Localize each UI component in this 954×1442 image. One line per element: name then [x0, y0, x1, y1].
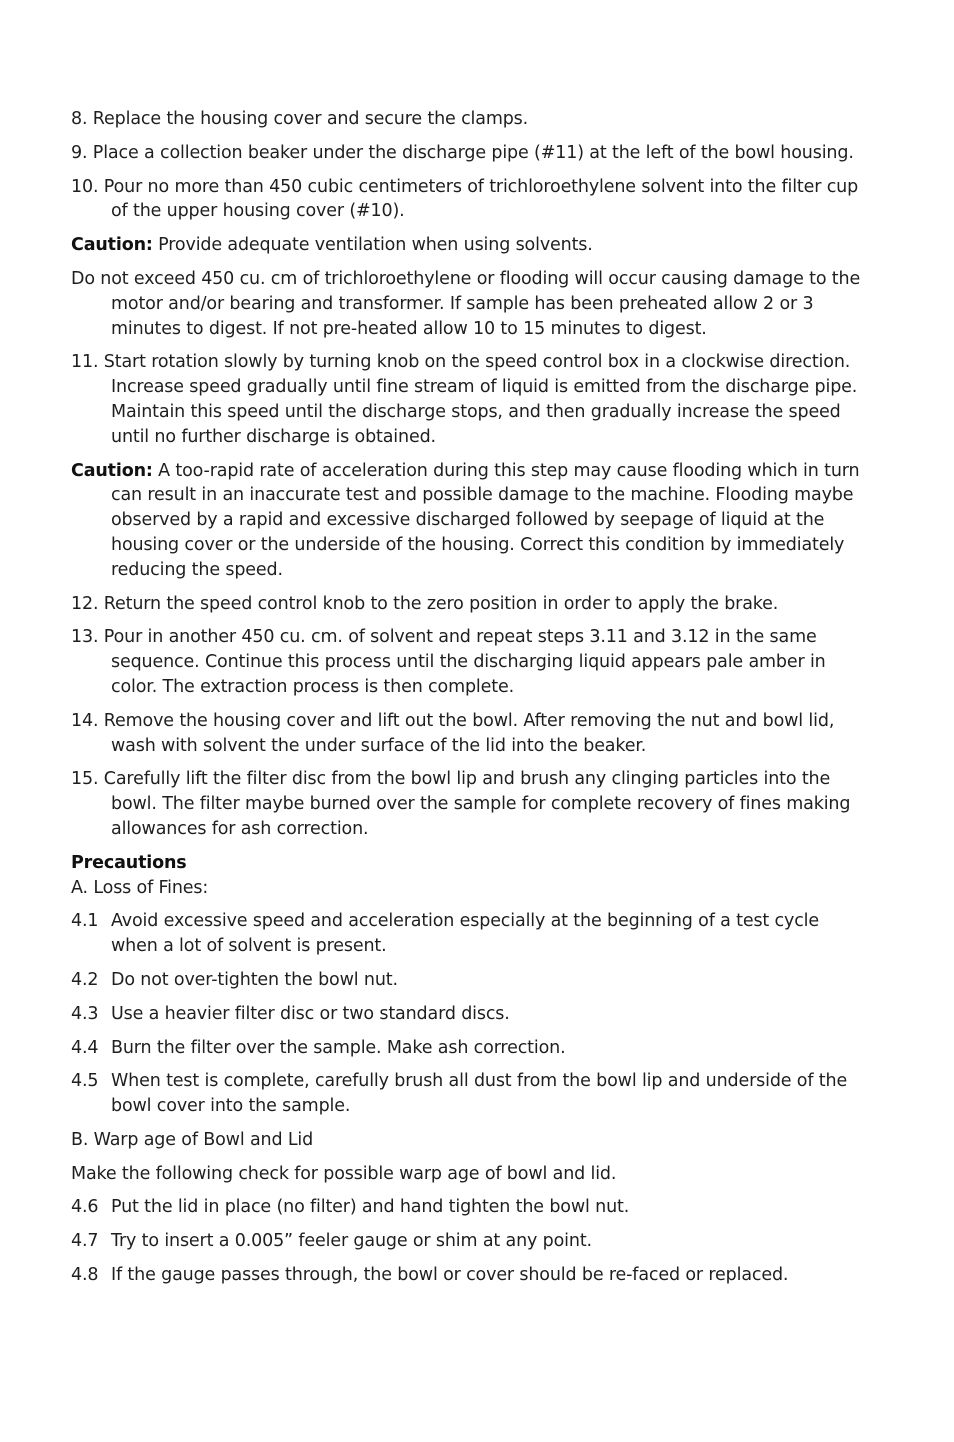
precaution-4-4	[71, 1036, 871, 1061]
precaution-4-6	[71, 1195, 871, 1220]
item-text: If the gauge passes through, the bowl or cover should be re-faced or replaced.	[111, 1265, 789, 1286]
item-text: Use a heavier filter disc or two standard discs.	[111, 1003, 510, 1024]
step-10: 10. Pour no more than 450 cubic centimeters of trichloroethylene solvent into the filter cup of the upper housing cover (#10).	[71, 176, 859, 222]
step-13: 13. Pour in another 450 cu. cm. of solvent and repeat steps 3.11 and 3.12 in the same sequence. Continue this process until the discharging liquid appears pale amber in color. The extraction process is then complete.	[71, 627, 826, 697]
warning-flooding: Do not exceed 450 cu. cm of trichloroethylene or flooding will occur causing damage to the motor and/or bearing and transformer. If sample has been preheated allow 2 or 3 minutes to digest. If not pre-heated allow 10 to 15 minutes to digest.	[71, 268, 861, 339]
step-8: 8. Replace the housing cover and secure the clamps.	[71, 109, 529, 129]
item-text: When test is complete, carefully brush all dust from the bowl lip and underside of the bowl cover into the sample.	[111, 1071, 848, 1117]
caution-text: Provide adequate ventilation when using solvents.	[152, 235, 593, 256]
caution-label: Caution:	[71, 460, 153, 481]
step-14: 14. Remove the housing cover and lift out the bowl. After removing the nut and bowl lid, wash with solvent the under surface of the lid into the beaker.	[71, 710, 835, 756]
item-number: 4.2	[71, 969, 99, 990]
step-12: 12. Return the speed control knob to the zero position in order to apply the brake.	[71, 593, 779, 614]
item-text: Burn the filter over the sample. Make ash correction.	[111, 1037, 566, 1058]
caution-text: A too-rapid rate of acceleration during this step may cause flooding which in turn can result in an inaccurate test and possible damage to the machine. Flooding maybe observed by a rapid and excessive discharged followed by seepage of liquid at the housing cover or the underside of the housing. Correct this condition by immediately reducing the speed.	[111, 460, 860, 580]
item-number: 4.6	[71, 1197, 99, 1218]
item-number: 4.8	[71, 1265, 99, 1286]
precaution-4-8	[71, 1263, 871, 1288]
item-number: 4.4	[71, 1037, 99, 1058]
step-15: 15. Carefully lift the filter disc from the bowl lip and brush any clinging particles into the bowl. The filter maybe burned over the sample for complete recovery of fines making allowances for ash correction.	[71, 769, 851, 839]
caution-label: Caution:	[71, 235, 153, 256]
item-number: 4.7	[71, 1231, 99, 1252]
precaution-4-3	[71, 1002, 871, 1027]
step-11: 11. Start rotation slowly by turning knob on the speed control box in a clockwise direction. Increase speed gradually until fine stream of liquid is emitted from the discharge pipe. Maintain this speed until the discharge stops, and then gradually increase the speed until no further discharge is obtained.	[71, 352, 858, 447]
precaution-4-1	[71, 909, 871, 959]
section-b-intro: Make the following check for possible warp age of bowl and lid.	[71, 1163, 617, 1184]
item-text: Do not over-tighten the bowl nut.	[111, 969, 398, 990]
item-text: Put the lid in place (no filter) and hand tighten the bowl nut.	[111, 1197, 630, 1218]
precautions-heading: Precautions	[71, 852, 187, 873]
caution-ventilation	[71, 233, 871, 258]
section-b-title: B. Warp age of Bowl and Lid	[71, 1129, 314, 1150]
precaution-4-2	[71, 968, 871, 993]
precaution-4-7	[71, 1229, 871, 1254]
item-number: 4.3	[71, 1003, 99, 1024]
item-number: 4.1	[71, 911, 99, 932]
precaution-4-5	[71, 1069, 871, 1119]
step-9: 9. Place a collection beaker under the discharge pipe (#11) at the left of the bowl housing.	[71, 142, 854, 163]
item-text: Try to insert a 0.005” feeler gauge or shim at any point.	[111, 1231, 592, 1252]
document-page	[71, 107, 871, 1297]
section-a-title: A. Loss of Fines:	[71, 877, 209, 898]
item-text: Avoid excessive speed and acceleration especially at the beginning of a test cycle when a lot of solvent is present.	[111, 911, 820, 957]
item-number: 4.5	[71, 1071, 99, 1092]
caution-acceleration	[71, 459, 871, 583]
